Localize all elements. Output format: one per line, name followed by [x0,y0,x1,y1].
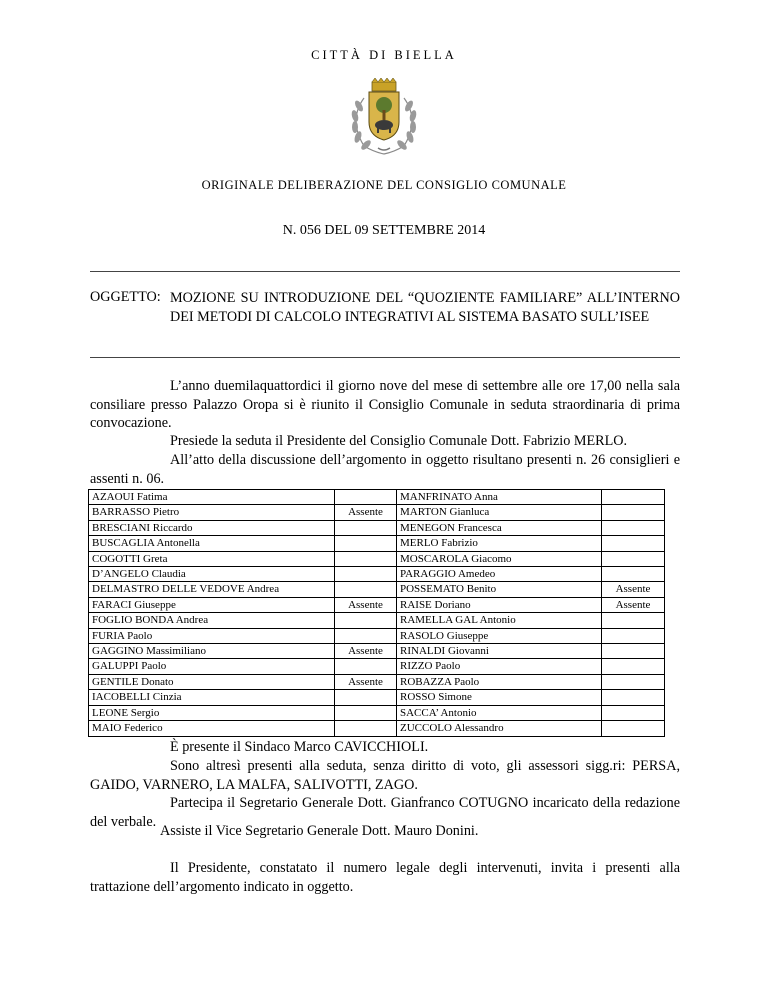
attendance-status [602,505,665,520]
councillor-name: PARAGGIO Amedeo [397,567,602,582]
councillor-name: GENTILE Donato [89,674,335,689]
attendance-status: Assente [602,597,665,612]
councillor-name: BUSCAGLIA Antonella [89,536,335,551]
deliberation-number: N. 056 DEL 09 SETTEMBRE 2014 [282,223,486,238]
closing-paragraph: Il Presidente, constatato il numero legale degli intervenuti, invita i presenti alla trattazione dell’argomento indicato in oggetto. [90,860,680,895]
secretary-paragraph: Partecipa il Segretario Generale Dott. Gianfranco COTUGNO incaricato della redazione del verbale. [90,795,680,830]
attendance-status [602,551,665,566]
attendance-status [602,536,665,551]
assessors-paragraph: Sono altresì presenti alla seduta, senza diritto di voto, gli assessori sigg.ri: PERSA, GAIDO, VARNERO, LA MALFA, SALIVOTTI, ZAGO. [90,758,680,793]
attendance-status [335,536,397,551]
councillor-name: RINALDI Giovanni [397,644,602,659]
table-row [89,674,665,689]
attendance-status [335,705,397,720]
councillor-name: GAGGINO Massimiliano [89,644,335,659]
table-row [89,644,665,659]
attendance-status [602,567,665,582]
table-row [89,567,665,582]
attendance-summary: All’atto della discussione dell’argomento in oggetto risultano presenti n. 26 consiglieri e assenti n. 06. [90,452,680,487]
councillor-name: AZAOUI Fatima [89,490,335,505]
table-row [89,705,665,720]
attendance-status [335,490,397,505]
councillor-name: RAMELLA GAL Antonio [397,613,602,628]
attendance-status [602,690,665,705]
attendance-status [602,659,665,674]
table-row [89,628,665,643]
top-divider [90,271,680,272]
councillor-name: MARTON Gianluca [397,505,602,520]
table-row [89,690,665,705]
table-row [89,721,665,736]
councillor-name: BARRASSO Pietro [89,505,335,520]
councillor-name: FURIA Paolo [89,628,335,643]
councillor-name: RAISE Doriano [397,597,602,612]
attendance-status [602,721,665,736]
table-row [89,551,665,566]
attendance-status [335,628,397,643]
councillor-name: COGOTTI Greta [89,551,335,566]
attendance-status [602,490,665,505]
councillor-name: ROSSO Simone [397,690,602,705]
councillor-name: BRESCIANI Riccardo [89,520,335,535]
councillor-name: RIZZO Paolo [397,659,602,674]
attendance-status [335,659,397,674]
attendance-status [335,520,397,535]
attendance-status [335,582,397,597]
bottom-divider [90,357,680,358]
councillor-name: ROBAZZA Paolo [397,674,602,689]
attendance-status: Assente [335,597,397,612]
attendance-status [335,613,397,628]
attendance-status: Assente [335,644,397,659]
councillor-name: ZUCCOLO Alessandro [397,721,602,736]
councillor-name: MANFRINATO Anna [397,490,602,505]
attendance-status [602,628,665,643]
attendance-status [602,705,665,720]
councillor-name: MENEGON Francesca [397,520,602,535]
attendance-status [602,613,665,628]
councillor-name: GALUPPI Paolo [89,659,335,674]
table-row [89,659,665,674]
attendance-status [602,520,665,535]
councillor-name: SACCA’ Antonio [397,705,602,720]
councillor-name: DELMASTRO DELLE VEDOVE Andrea [89,582,335,597]
attendance-status [335,551,397,566]
attendance-table [88,489,665,737]
councillor-name: FOGLIO BONDA Andrea [89,613,335,628]
attendance-status [335,567,397,582]
table-row [89,582,665,597]
councillor-name: POSSEMATO Benito [397,582,602,597]
attendance-status [335,690,397,705]
councillor-name: D’ANGELO Claudia [89,567,335,582]
subject-label: OGGETTO: [90,289,161,305]
table-row [89,490,665,505]
table-row [89,505,665,520]
attendance-status [335,721,397,736]
attendance-status [602,674,665,689]
councillor-name: MAIO Federico [89,721,335,736]
table-row [89,597,665,612]
subject-text: MOZIONE SU INTRODUZIONE DEL “QUOZIENTE FAMILIARE” ALL’INTERNO DEI METODI DI CALCOLO INTEGRATIVI AL SISTEMA BASATO SULL’ISEE [170,290,680,325]
attendance-status: Assente [335,505,397,520]
councillor-name: FARACI Giuseppe [89,597,335,612]
table-row [89,613,665,628]
councillor-name: IACOBELLI Cinzia [89,690,335,705]
document-type-title: ORIGINALE DELIBERAZIONE DEL CONSIGLIO COMUNALE [201,178,567,192]
attendance-status: Assente [335,674,397,689]
attendance-status: Assente [602,582,665,597]
table-row [89,536,665,551]
attendance-status [602,644,665,659]
councillor-name: LEONE Sergio [89,705,335,720]
councillor-name: MOSCAROLA Giacomo [397,551,602,566]
table-row [89,520,665,535]
city-coat-of-arms-icon [334,78,434,158]
councillor-name: RASOLO Giuseppe [397,628,602,643]
councillor-name: MERLO Fabrizio [397,536,602,551]
city-header: CITTÀ DI BIELLA [311,48,457,62]
president-paragraph: Presiede la seduta il Presidente del Consiglio Comunale Dott. Fabrizio MERLO. [170,433,628,449]
mayor-paragraph: È presente il Sindaco Marco CAVICCHIOLI. [170,739,429,755]
intro-paragraph: L’anno duemilaquattordici il giorno nove del mese di settembre alle ore 17,00 nella sala consiliare presso Palazzo Oropa si è riunito il Consiglio Comunale in seduta straordinaria di prima convocazione. [90,378,680,431]
vice-secretary-paragraph: Assiste il Vice Segretario Generale Dott. Mauro Donini. [160,823,479,839]
